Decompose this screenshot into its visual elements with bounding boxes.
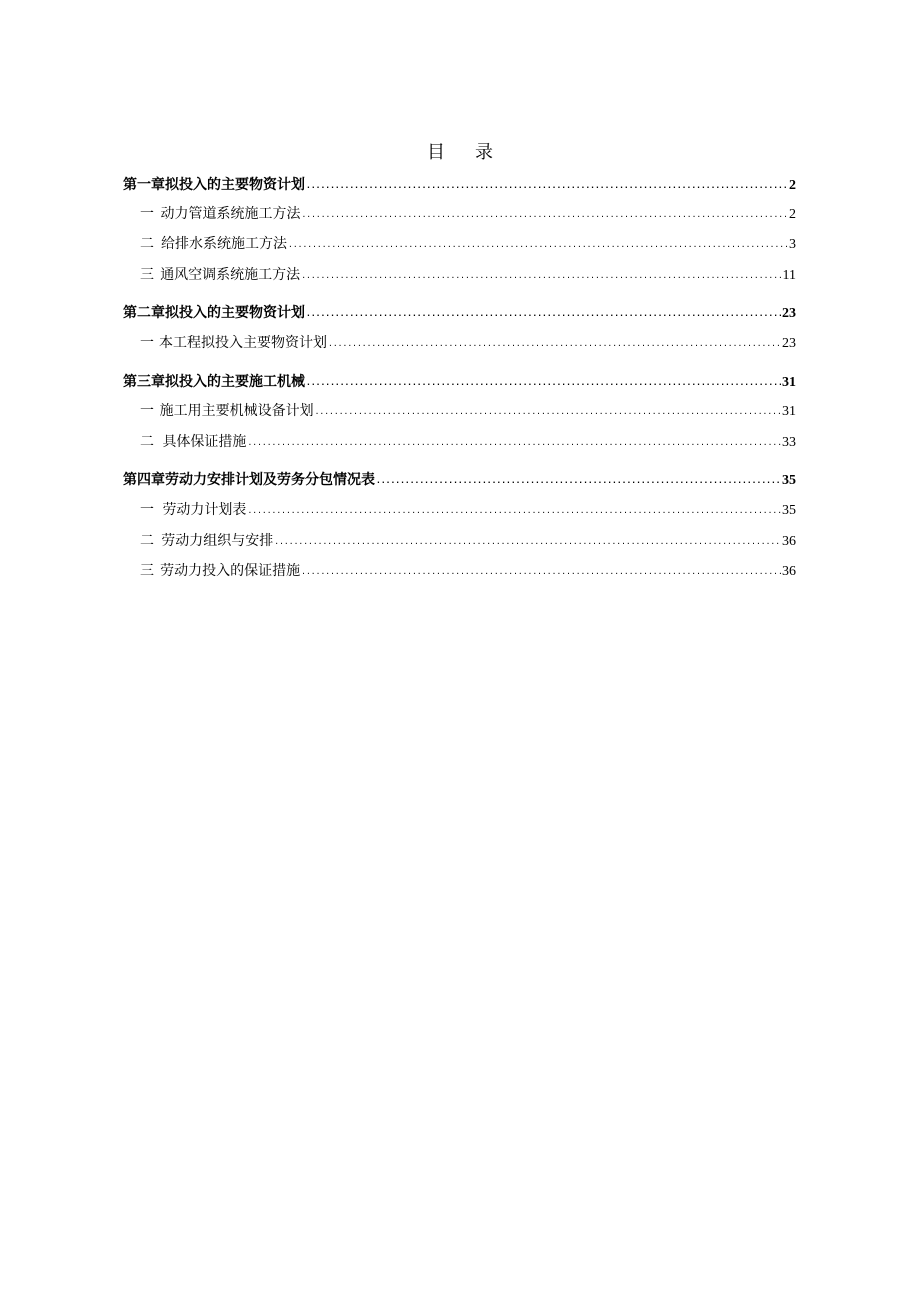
toc-entry-number: 第二章 xyxy=(123,305,165,321)
toc-entry-section[interactable] xyxy=(123,431,796,453)
toc-entry-number: 二 xyxy=(140,434,154,450)
toc-entry-title: 施工用主要机械设备计划 xyxy=(159,403,314,419)
toc-entry-section[interactable] xyxy=(123,530,796,552)
toc-entry-page: 31 xyxy=(782,404,796,419)
toc-leader-dots xyxy=(306,303,781,325)
toc-entry-title: 动力管道系统施工方法 xyxy=(160,206,301,222)
toc-entry-number: 一 xyxy=(140,502,154,518)
toc-leader-dots xyxy=(247,500,781,522)
toc-title xyxy=(0,140,920,166)
toc-entry-page: 35 xyxy=(782,473,796,488)
toc-entry-title: 通风空调系统施工方法 xyxy=(160,267,301,283)
toc-leader-dots xyxy=(301,204,788,226)
toc-entry-title: 给排水系统施工方法 xyxy=(161,236,288,252)
toc-entry-section[interactable] xyxy=(123,203,796,225)
toc-entry-chapter-3[interactable] xyxy=(123,371,796,393)
toc-entry-number: 一 xyxy=(140,403,154,419)
toc-entry-page: 2 xyxy=(789,178,796,193)
toc-entry-number: 二 xyxy=(140,236,154,252)
toc-entry-title: 本工程拟投入主要物资计划 xyxy=(159,335,328,351)
toc-entry-number: 二 xyxy=(140,533,154,549)
toc-entry-title: 劳动力安排计划及劳务分包情况表 xyxy=(165,472,375,488)
toc-entry-title: 拟投入的主要物资计划 xyxy=(165,305,305,321)
toc-entry-section[interactable] xyxy=(123,233,796,255)
toc-leader-dots xyxy=(315,401,781,423)
toc-entry-title: 拟投入的主要物资计划 xyxy=(165,177,305,193)
toc-entry-page: 3 xyxy=(789,237,796,252)
toc-leader-dots xyxy=(376,470,781,492)
toc-entry-page: 2 xyxy=(789,207,796,222)
toc-entry-section[interactable] xyxy=(123,499,796,521)
toc-entry-page: 33 xyxy=(782,435,796,450)
toc-leader-dots xyxy=(301,561,781,583)
toc-entry-number: 三 xyxy=(140,267,154,283)
toc-title-left: 目 xyxy=(427,142,445,163)
toc-entry-title: 具体保证措施 xyxy=(162,434,247,450)
toc-leader-dots xyxy=(328,333,781,355)
toc-entry-number: 一 xyxy=(140,206,154,222)
toc-leader-dots xyxy=(247,432,781,454)
toc-entry-number: 一 xyxy=(140,335,154,351)
toc-entry-section[interactable] xyxy=(123,332,796,354)
toc-entry-chapter-1[interactable] xyxy=(123,174,796,196)
toc-entry-title: 劳动力组织与安排 xyxy=(161,533,274,549)
toc-entry-title: 劳动力计划表 xyxy=(162,502,247,518)
toc-entry-page: 36 xyxy=(782,534,796,549)
toc-entry-section[interactable] xyxy=(123,400,796,422)
toc-leader-dots xyxy=(288,234,788,256)
toc-leader-dots xyxy=(306,175,788,197)
toc-leader-dots xyxy=(306,372,781,394)
toc-entry-number: 第三章 xyxy=(123,374,165,390)
toc-entry-chapter-4[interactable] xyxy=(123,469,796,491)
toc-entry-page: 23 xyxy=(782,336,796,351)
toc-leader-dots xyxy=(274,531,781,553)
toc-entry-title: 拟投入的主要施工机械 xyxy=(165,374,305,390)
toc-entry-number: 第四章 xyxy=(123,472,165,488)
toc-entry-chapter-2[interactable] xyxy=(123,302,796,324)
toc-entry-section[interactable] xyxy=(123,560,796,582)
toc-entry-page: 36 xyxy=(782,564,796,579)
toc-entry-page: 35 xyxy=(782,503,796,518)
toc-entry-title: 劳动力投入的保证措施 xyxy=(160,563,301,579)
toc-entry-page: 31 xyxy=(782,375,796,390)
toc-entry-page: 11 xyxy=(782,268,796,283)
toc-title-right: 录 xyxy=(475,142,493,163)
toc-entry-page: 23 xyxy=(782,306,796,321)
toc-entry-number: 三 xyxy=(140,563,154,579)
toc-entry-number: 第一章 xyxy=(123,177,165,193)
toc-entry-section[interactable] xyxy=(123,264,796,286)
toc-leader-dots xyxy=(301,265,781,287)
